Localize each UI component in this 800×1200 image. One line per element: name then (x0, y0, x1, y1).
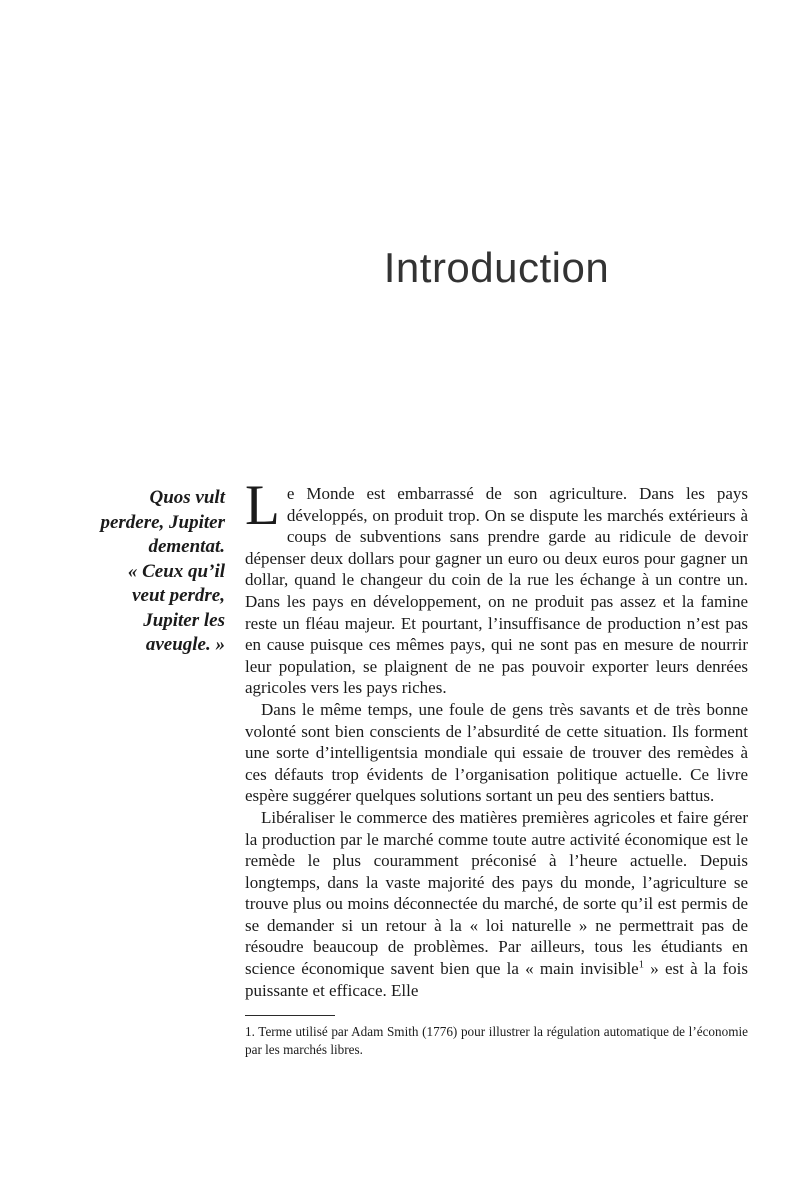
footnote: 1. Terme utilisé par Adam Smith (1776) pour illustrer la régulation automatique de l’économie par les marchés libres. (245, 1024, 748, 1057)
epigraph-translation: « Ceux qu’il veut perdre, Jupiter les aveugle. » (127, 560, 225, 655)
epigraph-latin: Quos vult perdere, Jupiter dementat. (100, 487, 225, 557)
footnote-rule (245, 1015, 335, 1016)
paragraph-3 (245, 807, 748, 1001)
drop-cap: L (245, 474, 280, 537)
page-content (0, 474, 800, 1058)
paragraph-1 (245, 474, 748, 699)
paragraph-3-text-after-ref: » est à la fois puissante et efficace. Elle (245, 959, 748, 1000)
epigraph-column (0, 483, 225, 658)
paragraph-3-text-before-ref: Libéraliser le commerce des matières premières agricoles et faire gérer la production par le marché comme toute autre activité économique est le remède le plus couramment préconisé à l’heure actuelle. Depuis longtemps, dans la vaste majorité des pays du monde, l’agriculture se trouve plus ou moins déconnectée du marché, de sorte qu’il est permis de se demander si un retour à la « loi naturelle » ne permettrait pas de résoudre beaucoup de problèmes. Par ailleurs, tous les étudiants en science économique savent bien que la « main invisible (245, 807, 748, 979)
footnote-ref: 1 (638, 959, 644, 971)
chapter-title: Introduction (383, 244, 610, 291)
body-text (245, 474, 748, 1058)
paragraph-2: Dans le même temps, une foule de gens très savants et de très bonne volonté sont bien conscients de l’absurdité de cette situation. Ils forment une sorte d’intelligentsia mondiale qui essaie de trouver des remèdes à ces défauts trop évidents de l’organisation politique actuelle. Ce livre espère suggérer quelques solutions sortant un peu des sentiers battus. (245, 699, 748, 806)
paragraph-1-text: e Monde est embarrassé de son agriculture. Dans les pays développés, on produit trop. On se dispute les marchés extérieurs à coups de subventions sans prendre garde au ridicule de devoir dépenser deux dollars pour gagner un euro ou deux euros pour gagner un dollar, quand le changeur du coin de la rue les échange à un contre un. Dans les pays en développement, on ne produit pas assez et la famine reste un fléau majeur. Et pourtant, l’insuffisance de production n’est pas en cause puisque ces mêmes pays, qui ne sont pas en mesure de nourrir leur population, se plaignent de ne pas pouvoir exporter leurs denrées agricoles vers les pays riches. (245, 484, 748, 698)
epigraph (91, 483, 225, 658)
